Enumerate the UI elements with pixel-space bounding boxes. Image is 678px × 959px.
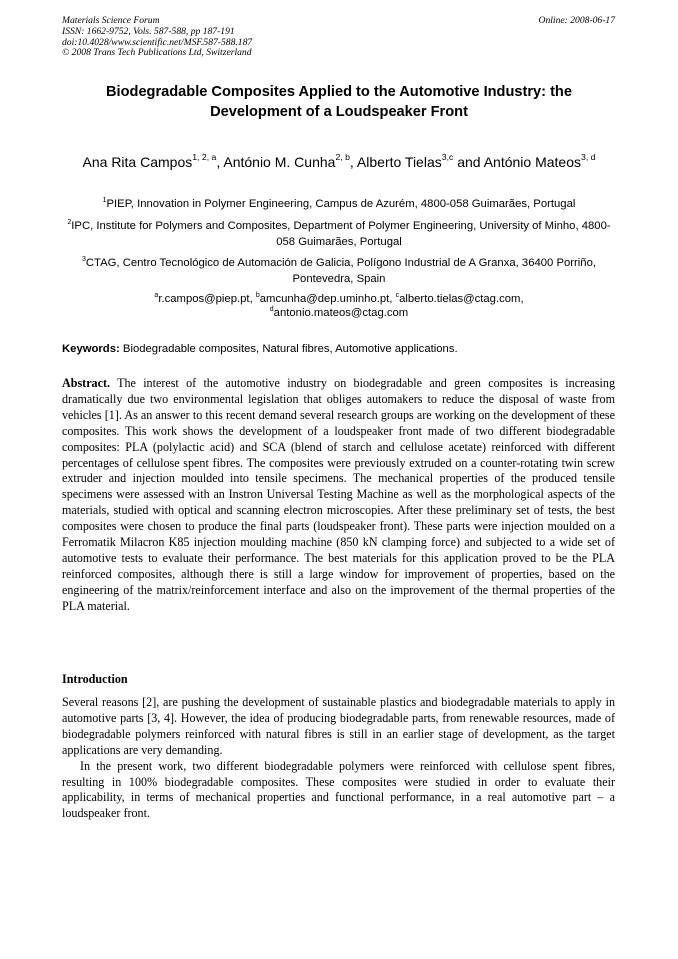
introduction-body	[62, 695, 615, 822]
author-separator: and	[453, 154, 484, 170]
author-name: António Mateos	[483, 154, 581, 170]
email-address: r.campos@piep.pt	[158, 293, 250, 305]
email-entry	[256, 293, 396, 305]
email-entry	[396, 293, 524, 305]
issn-line: ISSN: 1662-9752, Vols. 587-588, pp 187-191	[62, 25, 235, 37]
author-name: Alberto Tielas	[356, 154, 442, 170]
email-address: antonio.mateos@ctag.com	[273, 307, 409, 319]
email-address: alberto.tielas@ctag.com	[399, 293, 521, 305]
doi-line: doi:10.4028/www.scientific.net/MSF.587-588.187	[62, 36, 253, 48]
author-affil-marker: 3, d	[581, 152, 596, 163]
journal-name: Materials Science Forum	[62, 15, 160, 26]
email-separator: ,	[249, 293, 256, 305]
email-separator: ,	[520, 293, 524, 305]
email-marker: c	[395, 291, 400, 299]
keywords-label: Keywords:	[62, 343, 120, 355]
email-entry	[270, 307, 408, 319]
author	[484, 154, 596, 170]
author-affil-marker: 1, 2, a	[192, 152, 217, 163]
affiliation-marker: 1	[102, 196, 107, 204]
author-name: António M. Cunha	[223, 154, 336, 170]
section-heading-introduction: Introduction	[62, 672, 128, 686]
email-entry	[154, 293, 255, 305]
affiliation	[62, 218, 616, 250]
email-marker: a	[154, 291, 159, 299]
affiliation	[62, 255, 616, 287]
author-separator: ,	[216, 154, 224, 170]
affiliation-text: PIEP, Innovation in Polymer Engineering, Campus de Azurém, 4800-058 Guimarães, Portugal	[106, 198, 576, 210]
email-list	[62, 292, 616, 320]
author	[83, 154, 224, 170]
email-marker: b	[255, 291, 260, 299]
paragraph: Several reasons [2], are pushing the development of sustainable plastics and biodegradable materials to apply in automotive parts [3, 4]. However, the idea of producing biodegradable parts, from renewable resources, made of biodegradable polymers reinforced with natural fibres is still in an earlier stage of development, as the target applications are very demanding.	[62, 695, 615, 757]
author-affil-marker: 2, b	[335, 152, 350, 163]
abstract-text: The interest of the automotive industry on biodegradable and green composites is increasing dramatically due two environmental legislation that obliges automakers to reduce the disposal of waste from vehicles [1]. As an answer to this recent demand several research groups are working on the development of these composites. This work shows the development of a loudspeaker front made of two different biodegradable composites: PLA (polylactic acid) and SCA (blend of starch and cellulose acetate) reinforced with different percentages of cellulose spent fibres. The composites were previously extruded on a counter-rotating twin screw extruder and injection moulded into tensile specimens. The mechanical properties of the produced tensile specimens were assessed with an Instron Universal Testing Machine as well as the morphological aspects of the materials, studied with optical and scanning electron microscopies. After these preliminary set of tests, the best composites were chosen to produce the final parts (loudspeaker front). These parts were injection moulded on a Ferromatik Milacron K85 injection moulding machine (850 kN clamping force) and subjected to a wide set of automotive tests to evaluate their performance. The best materials for this application proved to be the PLA reinforced composites, although there is still a large window for improvement of properties, based on the engineering of the matrix/reinforcement interface and also on the improvement of the thermal properties of the PLA material.	[62, 376, 615, 613]
author	[357, 154, 484, 170]
author-affil-marker: 3,c	[441, 152, 454, 163]
abstract-label: Abstract.	[62, 376, 111, 390]
author-name: Ana Rita Campos	[82, 154, 193, 170]
paragraph: In the present work, two different biodegradable polymers were reinforced with cellulose spent fibres, resulting in 100% biodegradable composites. These composites were studied in order to evaluate their applicability, in terms of mechanical properties and functional performance, in a real automotive part – a loudspeaker front.	[62, 758, 615, 821]
keywords-text: Biodegradable composites, Natural fibres, Automotive applications.	[119, 343, 458, 355]
affiliation	[62, 196, 616, 212]
author-separator: ,	[349, 154, 357, 170]
journal-header	[62, 16, 252, 59]
affiliation-marker: 3	[81, 255, 86, 263]
affiliation-marker: 2	[67, 218, 72, 226]
copyright-line: © 2008 Trans Tech Publications Ltd, Switzerland	[62, 47, 252, 59]
keywords	[62, 342, 616, 356]
online-date: Online: 2008-06-17	[538, 15, 615, 26]
author-list	[62, 153, 616, 172]
abstract	[62, 376, 615, 615]
email-separator: ,	[389, 293, 396, 305]
affiliation-text: IPC, Institute for Polymers and Composites, Department of Polymer Engineering, University of Minho, 4800-058 Guimarães, Portugal	[71, 220, 611, 248]
paper-title: Biodegradable Composites Applied to the Automotive Industry: the Development of a Loudspeaker Front	[106, 84, 572, 120]
email-marker: d	[269, 305, 274, 313]
author	[223, 154, 357, 170]
affiliation-text: CTAG, Centro Tecnológico de Automación de Galicia, Polígono Industrial de A Granxa, 36400 Porriño, Pontevedra, Spain	[85, 257, 597, 285]
email-address: amcunha@dep.uminho.pt	[259, 293, 390, 305]
